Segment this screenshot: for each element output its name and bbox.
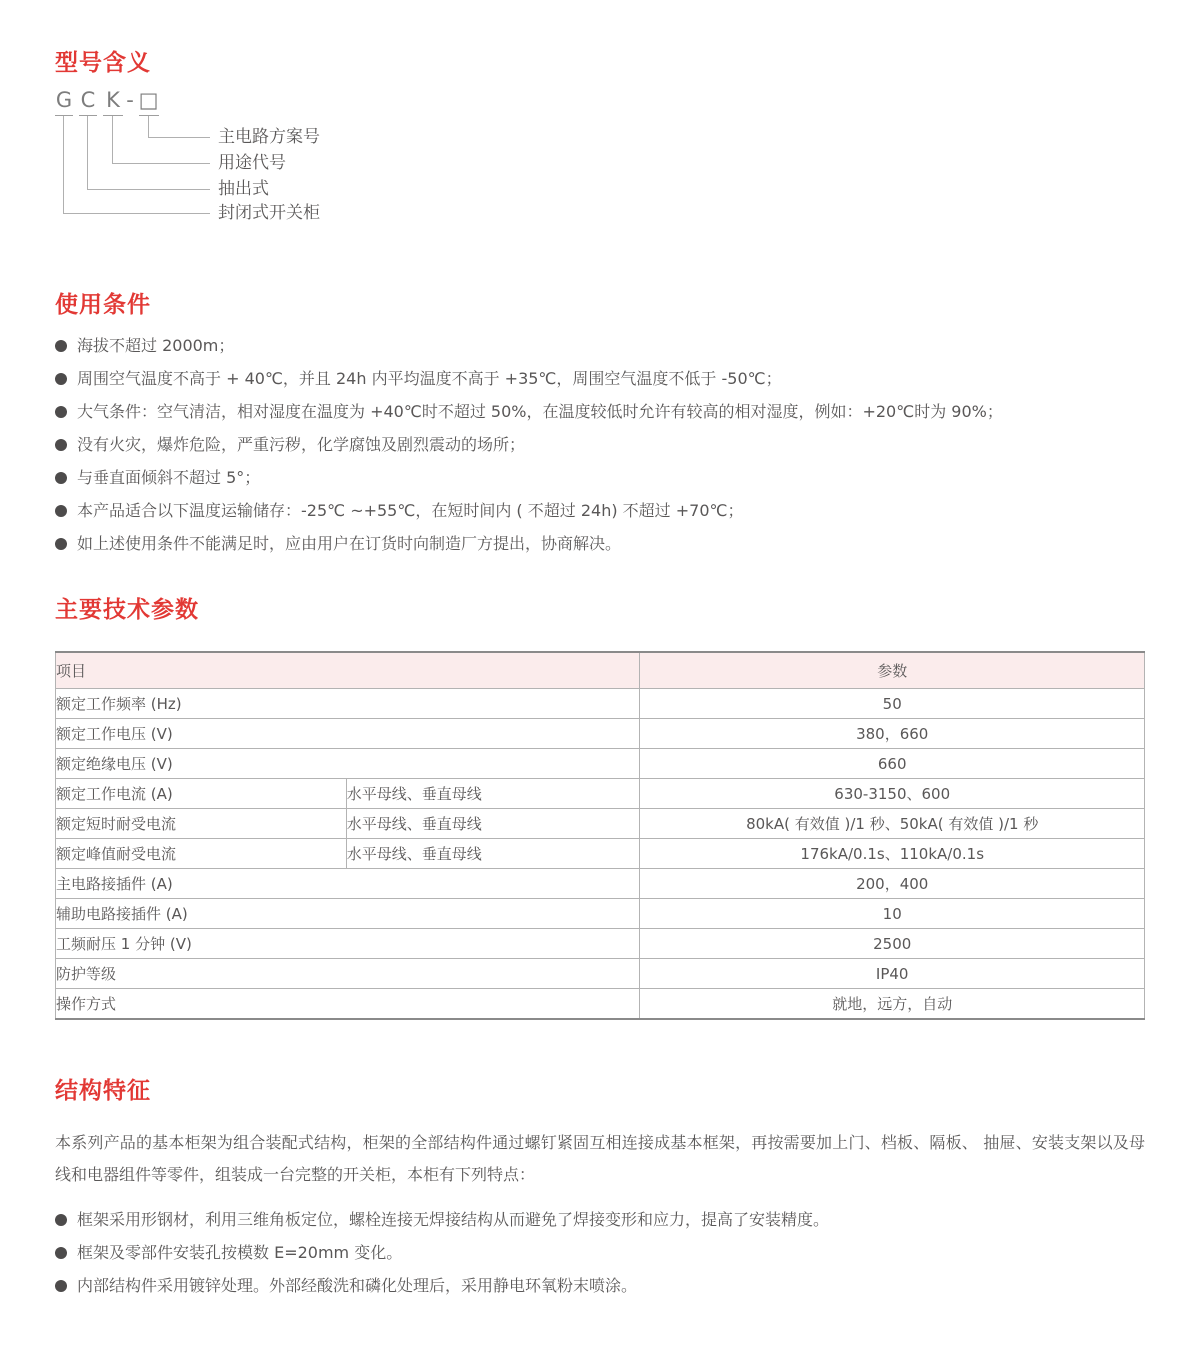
conditions-list: [55, 335, 1145, 555]
table-cell-item: 额定峰值耐受电流: [56, 839, 347, 869]
table-cell-item: 额定工作电流 (A): [56, 779, 347, 809]
table-cell-value: 就地，远方，自动: [640, 989, 1145, 1019]
table-cell-value: 380，660: [640, 719, 1145, 749]
connector-line: [63, 116, 64, 213]
table-cell-value: 630-3150、600: [640, 779, 1145, 809]
condition-text: 没有火灾，爆炸危险，严重污秽，化学腐蚀及剧烈震动的场所；: [77, 435, 526, 455]
table-cell-value: 176kA/0.1s、110kA/0.1s: [640, 839, 1145, 869]
table-row: [56, 689, 1145, 719]
bullet-icon: [55, 1214, 67, 1226]
table-cell-sub: 水平母线、垂直母线: [346, 839, 640, 869]
code-char-box: □: [138, 87, 159, 112]
table-cell-value: 660: [640, 749, 1145, 779]
underline-k: [103, 115, 123, 116]
condition-text: 如上述使用条件不能满足时，应由用户在订货时向制造厂方提出，协商解决。: [77, 534, 622, 554]
table-cell-sub: 水平母线、垂直母线: [346, 779, 640, 809]
bullet-icon: [55, 1247, 67, 1259]
table-header-item: 项目: [56, 652, 640, 689]
underline-g: [55, 115, 73, 116]
bullet-icon: [55, 538, 67, 550]
structure-text: 内部结构件采用镀锌处理。外部经酸洗和磷化处理后，采用静电环氧粉末喷涂。: [77, 1276, 638, 1296]
code-char-c: C: [80, 87, 96, 112]
list-item: [55, 368, 1145, 390]
table-row: [56, 929, 1145, 959]
page-content: [0, 50, 1200, 1297]
table-cell-value: 50: [640, 689, 1145, 719]
table-cell-item: 额定工作电压 (V): [56, 719, 640, 749]
conditions-section-heading: 使用条件: [55, 291, 151, 318]
structure-list: [55, 1209, 1145, 1297]
bullet-icon: [55, 373, 67, 385]
list-item: [55, 500, 1145, 522]
table-cell-item: 额定短时耐受电流: [56, 809, 347, 839]
code-char-g: G: [55, 87, 73, 112]
list-item: [55, 434, 1145, 456]
condition-text: 周围空气温度不高于 + 40℃，并且 24h 内平均温度不高于 +35℃，周围空气温度不低于 -50℃；: [77, 369, 782, 389]
table-row: [56, 809, 1145, 839]
bullet-icon: [55, 505, 67, 517]
table-row: [56, 839, 1145, 869]
table-cell-value: 2500: [640, 929, 1145, 959]
table-row: [56, 719, 1145, 749]
connector-line: [112, 163, 210, 164]
table-cell-item: 防护等级: [56, 959, 640, 989]
connector-line: [148, 116, 149, 137]
table-row: [56, 869, 1145, 899]
diagram-label-scheme: 主电路方案号: [218, 126, 320, 147]
table-cell-item: 主电路接插件 (A): [56, 869, 640, 899]
table-header-param: 参数: [640, 652, 1145, 689]
diagram-label-enclosed: 封闭式开关柜: [218, 202, 320, 223]
model-section-heading: 型号含义: [55, 50, 151, 76]
list-item: [55, 467, 1145, 489]
list-item: [55, 1242, 1145, 1264]
table-cell-sub: 水平母线、垂直母线: [346, 809, 640, 839]
structure-section-heading: 结构特征: [55, 1077, 151, 1104]
connector-line: [148, 137, 210, 138]
condition-text: 与垂直面倾斜不超过 5°；: [77, 468, 261, 488]
table-cell-value: IP40: [640, 959, 1145, 989]
table-header-row: [56, 652, 1145, 689]
structure-text: 框架及零部件安装孔按模数 E=20mm 变化。: [77, 1243, 403, 1263]
params-section-heading: 主要技术参数: [55, 597, 199, 624]
table-cell-item: 工频耐压 1 分钟 (V): [56, 929, 640, 959]
table-cell-item: 额定工作频率 (Hz): [56, 689, 640, 719]
structure-text: 框架采用形钢材，利用三维角板定位，螺栓连接无焊接结构从而避免了焊接变形和应力，提高了安装精度。: [77, 1210, 830, 1230]
bullet-icon: [55, 1280, 67, 1292]
bullet-icon: [55, 406, 67, 418]
structure-intro-paragraph: 本系列产品的基本柜架为组合装配式结构，柜架的全部结构件通过螺钉紧固互相连接成基本框架，再按需要加上门、档板、隔板、 抽屉、安装支架以及母线和电器组件等零件，组装成一台完整的开关柜，本柜有下列特点：: [55, 1133, 1145, 1185]
table-row: [56, 899, 1145, 929]
bullet-icon: [55, 439, 67, 451]
diagram-label-usage: 用途代号: [218, 152, 286, 173]
condition-text: 海拔不超过 2000m；: [77, 336, 235, 356]
table-cell-item: 辅助电路接插件 (A): [56, 899, 640, 929]
parameters-table: [55, 651, 1145, 1020]
table-cell-value: 200，400: [640, 869, 1145, 899]
table-cell-value: 80kA( 有效值 )/1 秒、50kA( 有效值 )/1 秒: [640, 809, 1145, 839]
connector-line: [87, 116, 88, 189]
diagram-label-drawout: 抽出式: [218, 178, 269, 199]
bullet-icon: [55, 340, 67, 352]
table-cell-item: 操作方式: [56, 989, 640, 1019]
list-item: [55, 401, 1145, 423]
condition-text: 大气条件：空气清洁，相对湿度在温度为 +40℃时不超过 50%，在温度较低时允许有较高的相对湿度，例如：+20℃时为 90%；: [77, 402, 1003, 422]
bullet-icon: [55, 472, 67, 484]
connector-line: [63, 213, 210, 214]
underline-c: [79, 115, 97, 116]
table-row: [56, 959, 1145, 989]
list-item: [55, 1275, 1145, 1297]
list-item: [55, 335, 1145, 357]
list-item: [55, 533, 1145, 555]
table-row: [56, 779, 1145, 809]
connector-line: [87, 189, 210, 190]
code-char-k: K: [106, 87, 120, 112]
model-code-diagram: [55, 88, 1145, 246]
list-item: [55, 1209, 1145, 1231]
table-cell-item: 额定绝缘电压 (V): [56, 749, 640, 779]
connector-line: [112, 116, 113, 163]
table-row: [56, 989, 1145, 1019]
table-row: [56, 749, 1145, 779]
code-char-dash: -: [126, 87, 134, 112]
underline-box: [139, 115, 159, 116]
condition-text: 本产品适合以下温度运输储存：-25℃ ~+55℃，在短时间内 ( 不超过 24h) 不超过 +70℃；: [77, 501, 744, 521]
table-cell-value: 10: [640, 899, 1145, 929]
